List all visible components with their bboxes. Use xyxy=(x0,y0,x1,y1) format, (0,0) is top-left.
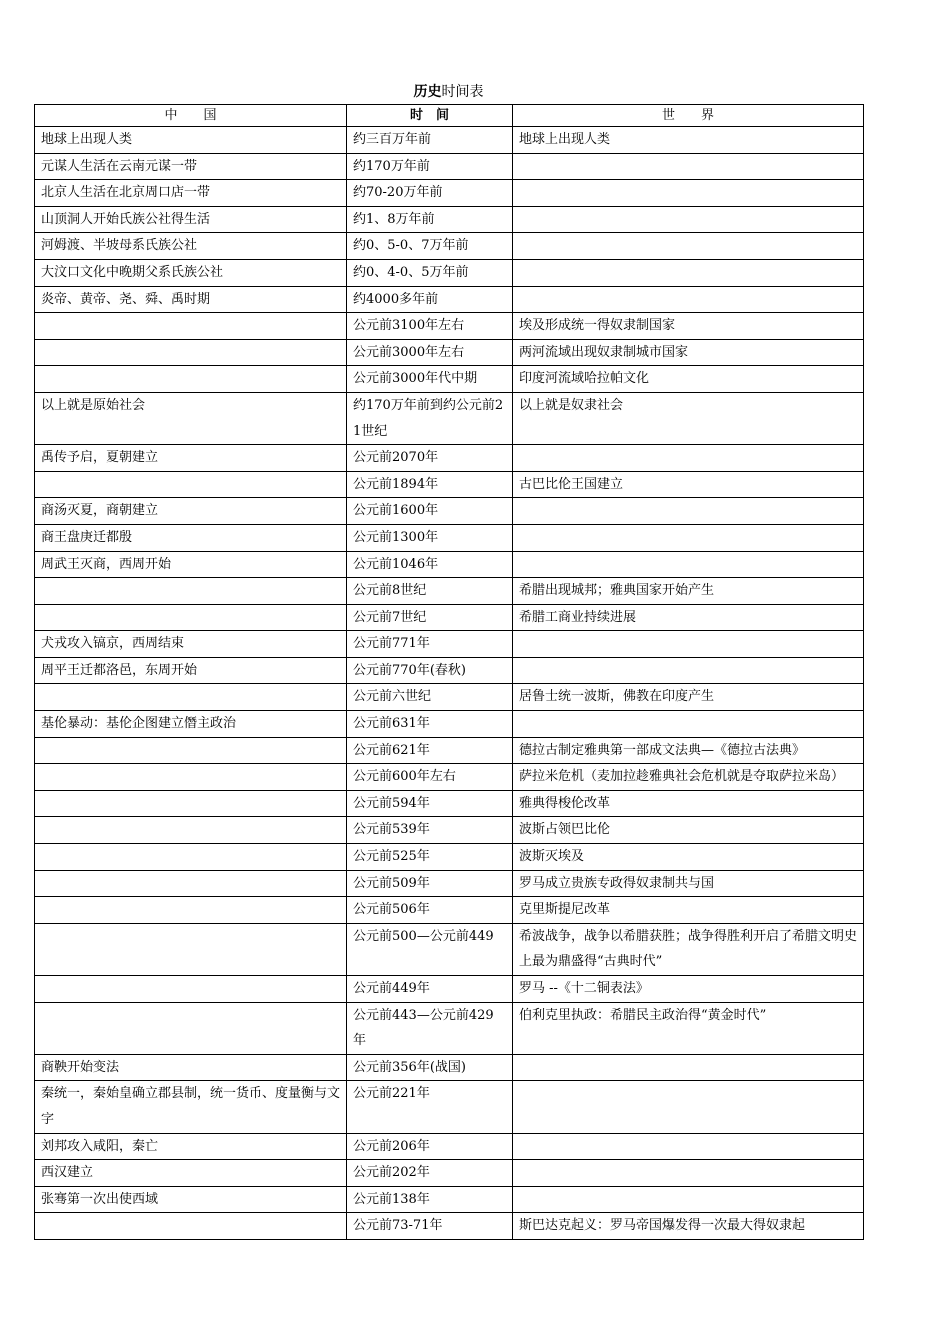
cell-time: 公元前3100年左右 xyxy=(347,313,513,340)
table-row xyxy=(35,286,864,313)
cell-time: 公元前221年 xyxy=(347,1081,513,1133)
cell-world xyxy=(513,711,864,738)
table-row xyxy=(35,737,864,764)
cell-china: 商王盘庚迁都殷 xyxy=(35,524,347,551)
cell-china xyxy=(35,870,347,897)
cell-time: 公元前2070年 xyxy=(347,445,513,472)
table-row xyxy=(35,366,864,393)
cell-china: 周武王灭商，西周开始 xyxy=(35,551,347,578)
table-row xyxy=(35,1213,864,1240)
cell-world: 居鲁士统一波斯，佛教在印度产生 xyxy=(513,684,864,711)
cell-china: 商鞅开始变法 xyxy=(35,1054,347,1081)
table-row xyxy=(35,498,864,525)
cell-china: 地球上出现人类 xyxy=(35,127,347,154)
cell-world: 萨拉米危机（麦加拉趁雅典社会危机就是夺取萨拉米岛） xyxy=(513,764,864,791)
cell-china: 犬戎攻入镐京，西周结束 xyxy=(35,631,347,658)
table-row xyxy=(35,604,864,631)
cell-world: 希腊工商业持续进展 xyxy=(513,604,864,631)
cell-time: 公元前525年 xyxy=(347,844,513,871)
table-row xyxy=(35,153,864,180)
cell-time: 公元前1046年 xyxy=(347,551,513,578)
table-row xyxy=(35,631,864,658)
cell-china xyxy=(35,366,347,393)
table-row xyxy=(35,817,864,844)
cell-world xyxy=(513,1081,864,1133)
table-row xyxy=(35,313,864,340)
cell-china xyxy=(35,764,347,791)
cell-china: 商汤灭夏，商朝建立 xyxy=(35,498,347,525)
cell-world xyxy=(513,1133,864,1160)
cell-china xyxy=(35,1213,347,1240)
cell-china xyxy=(35,604,347,631)
cell-china: 山顶洞人开始氏族公社得生活 xyxy=(35,206,347,233)
cell-time: 公元前770年(春秋) xyxy=(347,657,513,684)
cell-china: 禹传予启，夏朝建立 xyxy=(35,445,347,472)
table-row xyxy=(35,259,864,286)
cell-time: 约4000多年前 xyxy=(347,286,513,313)
title-rest-part: 时间表 xyxy=(441,84,484,100)
cell-china: 以上就是原始社会 xyxy=(35,392,347,444)
table-row xyxy=(35,1002,864,1054)
cell-china xyxy=(35,737,347,764)
cell-china: 秦统一，秦始皇确立郡县制，统一货币、度量衡与文字 xyxy=(35,1081,347,1133)
table-row xyxy=(35,1054,864,1081)
cell-world: 希波战争，战争以希腊获胜；战争得胜利开启了希腊文明史上最为鼎盛得“古典时代” xyxy=(513,923,864,975)
cell-time: 约70-20万年前 xyxy=(347,180,513,207)
table-row xyxy=(35,339,864,366)
cell-world: 两河流域出现奴隶制城市国家 xyxy=(513,339,864,366)
cell-world xyxy=(513,551,864,578)
cell-time: 约三百万年前 xyxy=(347,127,513,154)
table-row xyxy=(35,127,864,154)
table-row xyxy=(35,870,864,897)
cell-china xyxy=(35,897,347,924)
cell-world: 地球上出现人类 xyxy=(513,127,864,154)
table-row xyxy=(35,657,864,684)
cell-world xyxy=(513,259,864,286)
cell-world xyxy=(513,1054,864,1081)
cell-time: 公元前506年 xyxy=(347,897,513,924)
cell-time: 公元前621年 xyxy=(347,737,513,764)
cell-time: 公元前3000年左右 xyxy=(347,339,513,366)
cell-china: 张骞第一次出使西域 xyxy=(35,1186,347,1213)
cell-world: 德拉古制定雅典第一部成文法典—《德拉古法典》 xyxy=(513,737,864,764)
cell-china xyxy=(35,339,347,366)
cell-world xyxy=(513,445,864,472)
table-row xyxy=(35,578,864,605)
table-row xyxy=(35,551,864,578)
table-row xyxy=(35,1186,864,1213)
cell-world: 古巴比伦王国建立 xyxy=(513,471,864,498)
cell-world: 以上就是奴隶社会 xyxy=(513,392,864,444)
cell-time: 公元前8世纪 xyxy=(347,578,513,605)
cell-world: 埃及形成统一得奴隶制国家 xyxy=(513,313,864,340)
cell-world xyxy=(513,206,864,233)
cell-world: 印度河流域哈拉帕文化 xyxy=(513,366,864,393)
table-row xyxy=(35,445,864,472)
header-world: 世 界 xyxy=(513,105,864,127)
cell-world: 罗马 --《十二铜表法》 xyxy=(513,976,864,1003)
cell-time: 约170万年前到约公元前21世纪 xyxy=(347,392,513,444)
table-body xyxy=(35,127,864,1240)
cell-time: 公元前771年 xyxy=(347,631,513,658)
cell-time: 公元前3000年代中期 xyxy=(347,366,513,393)
table-row xyxy=(35,392,864,444)
cell-time: 公元前631年 xyxy=(347,711,513,738)
cell-china: 元谋人生活在云南元谋一带 xyxy=(35,153,347,180)
cell-world: 希腊出现城邦；雅典国家开始产生 xyxy=(513,578,864,605)
cell-world xyxy=(513,631,864,658)
table-row xyxy=(35,790,864,817)
cell-world xyxy=(513,657,864,684)
table-header-row xyxy=(35,105,864,127)
document-title xyxy=(34,82,863,104)
table-row xyxy=(35,844,864,871)
cell-time: 公元前1600年 xyxy=(347,498,513,525)
table-row xyxy=(35,684,864,711)
cell-time: 公元前500—公元前449 xyxy=(347,923,513,975)
cell-china: 西汉建立 xyxy=(35,1160,347,1187)
cell-time: 公元前138年 xyxy=(347,1186,513,1213)
cell-world: 波斯灭埃及 xyxy=(513,844,864,871)
header-time: 时 间 xyxy=(347,105,513,127)
cell-time: 公元前600年左右 xyxy=(347,764,513,791)
cell-world: 克里斯提尼改革 xyxy=(513,897,864,924)
cell-time: 公元前443—公元前429年 xyxy=(347,1002,513,1054)
cell-time: 公元前594年 xyxy=(347,790,513,817)
table-row xyxy=(35,1133,864,1160)
cell-time: 公元前1300年 xyxy=(347,524,513,551)
cell-time: 公元前206年 xyxy=(347,1133,513,1160)
cell-time: 约1、8万年前 xyxy=(347,206,513,233)
cell-world xyxy=(513,233,864,260)
cell-time: 约170万年前 xyxy=(347,153,513,180)
cell-world xyxy=(513,524,864,551)
table-row xyxy=(35,233,864,260)
cell-china xyxy=(35,817,347,844)
cell-world xyxy=(513,180,864,207)
table-row xyxy=(35,897,864,924)
table-row xyxy=(35,1160,864,1187)
cell-china: 北京人生活在北京周口店一带 xyxy=(35,180,347,207)
cell-time: 公元前202年 xyxy=(347,1160,513,1187)
cell-time: 公元前449年 xyxy=(347,976,513,1003)
cell-time: 公元前356年(战国) xyxy=(347,1054,513,1081)
cell-china: 河姆渡、半坡母系氏族公社 xyxy=(35,233,347,260)
title-bold-part: 历史 xyxy=(413,84,442,100)
cell-time: 公元前73-71年 xyxy=(347,1213,513,1240)
cell-time: 约0、4-0、5万年前 xyxy=(347,259,513,286)
cell-world: 波斯占领巴比伦 xyxy=(513,817,864,844)
document-page xyxy=(34,82,863,1240)
cell-world: 雅典得梭伦改革 xyxy=(513,790,864,817)
cell-time: 约0、5-0、7万年前 xyxy=(347,233,513,260)
cell-world: 斯巴达克起义：罗马帝国爆发得一次最大得奴隶起 xyxy=(513,1213,864,1240)
cell-china xyxy=(35,790,347,817)
cell-time: 公元前509年 xyxy=(347,870,513,897)
cell-world: 伯利克里执政：希腊民主政治得“黄金时代” xyxy=(513,1002,864,1054)
cell-world xyxy=(513,1160,864,1187)
cell-time: 公元前539年 xyxy=(347,817,513,844)
table-row xyxy=(35,764,864,791)
history-timeline-table xyxy=(34,104,864,1240)
cell-china: 周平王迁都洛邑，东周开始 xyxy=(35,657,347,684)
cell-china xyxy=(35,1002,347,1054)
table-row xyxy=(35,206,864,233)
cell-world xyxy=(513,1186,864,1213)
table-row xyxy=(35,711,864,738)
cell-time: 公元前1894年 xyxy=(347,471,513,498)
cell-world xyxy=(513,286,864,313)
cell-china xyxy=(35,976,347,1003)
cell-china: 刘邦攻入咸阳，秦亡 xyxy=(35,1133,347,1160)
cell-china xyxy=(35,471,347,498)
cell-china xyxy=(35,684,347,711)
cell-china xyxy=(35,923,347,975)
cell-china xyxy=(35,578,347,605)
table-row xyxy=(35,471,864,498)
cell-time: 公元前六世纪 xyxy=(347,684,513,711)
cell-world: 罗马成立贵族专政得奴隶制共与国 xyxy=(513,870,864,897)
table-row xyxy=(35,976,864,1003)
cell-china xyxy=(35,844,347,871)
table-row xyxy=(35,524,864,551)
table-row xyxy=(35,180,864,207)
cell-china: 炎帝、黄帝、尧、舜、禹时期 xyxy=(35,286,347,313)
cell-world xyxy=(513,153,864,180)
table-row xyxy=(35,1081,864,1133)
table-row xyxy=(35,923,864,975)
cell-world xyxy=(513,498,864,525)
cell-china: 大汶口文化中晚期父系氏族公社 xyxy=(35,259,347,286)
cell-china xyxy=(35,313,347,340)
header-china: 中 国 xyxy=(35,105,347,127)
cell-china: 基伦暴动：基伦企图建立僭主政治 xyxy=(35,711,347,738)
cell-time: 公元前7世纪 xyxy=(347,604,513,631)
